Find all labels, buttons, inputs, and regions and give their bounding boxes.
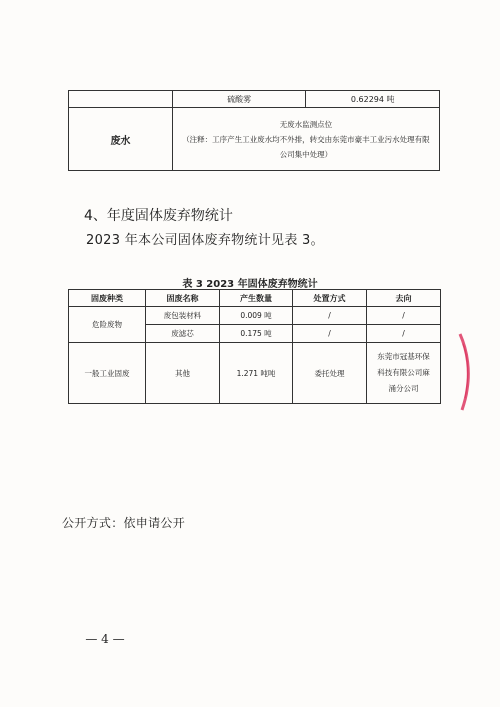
waste-quantity-cell: 0.175 吨 (220, 325, 293, 343)
emissions-table-continued (68, 90, 440, 171)
waste-quantity-cell: 0.009 吨 (220, 307, 293, 325)
destination-cell: / (367, 307, 441, 325)
disposal-method-cell: / (293, 307, 367, 325)
waste-category-cell: 一般工业固废 (69, 343, 146, 404)
pollutant-name-cell: 硫酸雾 (172, 91, 306, 108)
destination-cell: / (367, 325, 441, 343)
destination-line: 涌分公司 (388, 384, 419, 393)
waste-name-cell: 废滤芯 (146, 325, 220, 343)
intro-paragraph: 2023 年本公司固体废弃物统计见表 3。 (86, 233, 324, 248)
destination-cell (367, 343, 441, 404)
page-number: — 4 — (85, 632, 125, 646)
table-row (69, 343, 441, 404)
column-header: 固废种类 (69, 290, 146, 307)
destination-line: 东莞市冠基环保 (377, 352, 430, 361)
column-header: 固废名称 (146, 290, 220, 307)
destination-line: 科技有限公司麻 (377, 368, 430, 377)
wastewater-note-line: （注释：工序产生工业废水均不外排，转交由东莞市豪丰工业污水处理有限 (182, 134, 430, 144)
wastewater-note-cell (172, 108, 439, 171)
disposal-method-cell: / (293, 325, 367, 343)
column-header: 去向 (367, 290, 441, 307)
table-row (69, 91, 440, 108)
disclosure-method: 公开方式：依申请公开 (62, 516, 186, 530)
table-caption: 表 3 2023 年固体废弃物统计 (182, 279, 318, 290)
wastewater-label-cell: 废水 (69, 108, 173, 171)
waste-name-cell: 废包装材料 (146, 307, 220, 325)
wastewater-note-line: 无废水监测点位 (279, 119, 333, 129)
table-row (69, 108, 440, 171)
section-heading: 4、年度固体废弃物统计 (84, 208, 233, 224)
table-row (69, 307, 441, 325)
column-header: 产生数量 (220, 290, 293, 307)
disposal-method-cell: 委托处理 (293, 343, 367, 404)
seal-edge-mark (458, 332, 472, 412)
wastewater-note-line: 公司集中处理） (279, 149, 333, 159)
solid-waste-table (68, 289, 441, 404)
waste-category-cell: 危险废物 (69, 307, 146, 343)
table-header-row (69, 290, 441, 307)
column-header: 处置方式 (293, 290, 367, 307)
pollutant-value-cell: 0.62294 吨 (306, 91, 440, 108)
waste-quantity-cell: 1.271 吨吨 (220, 343, 293, 404)
waste-name-cell: 其他 (146, 343, 220, 404)
